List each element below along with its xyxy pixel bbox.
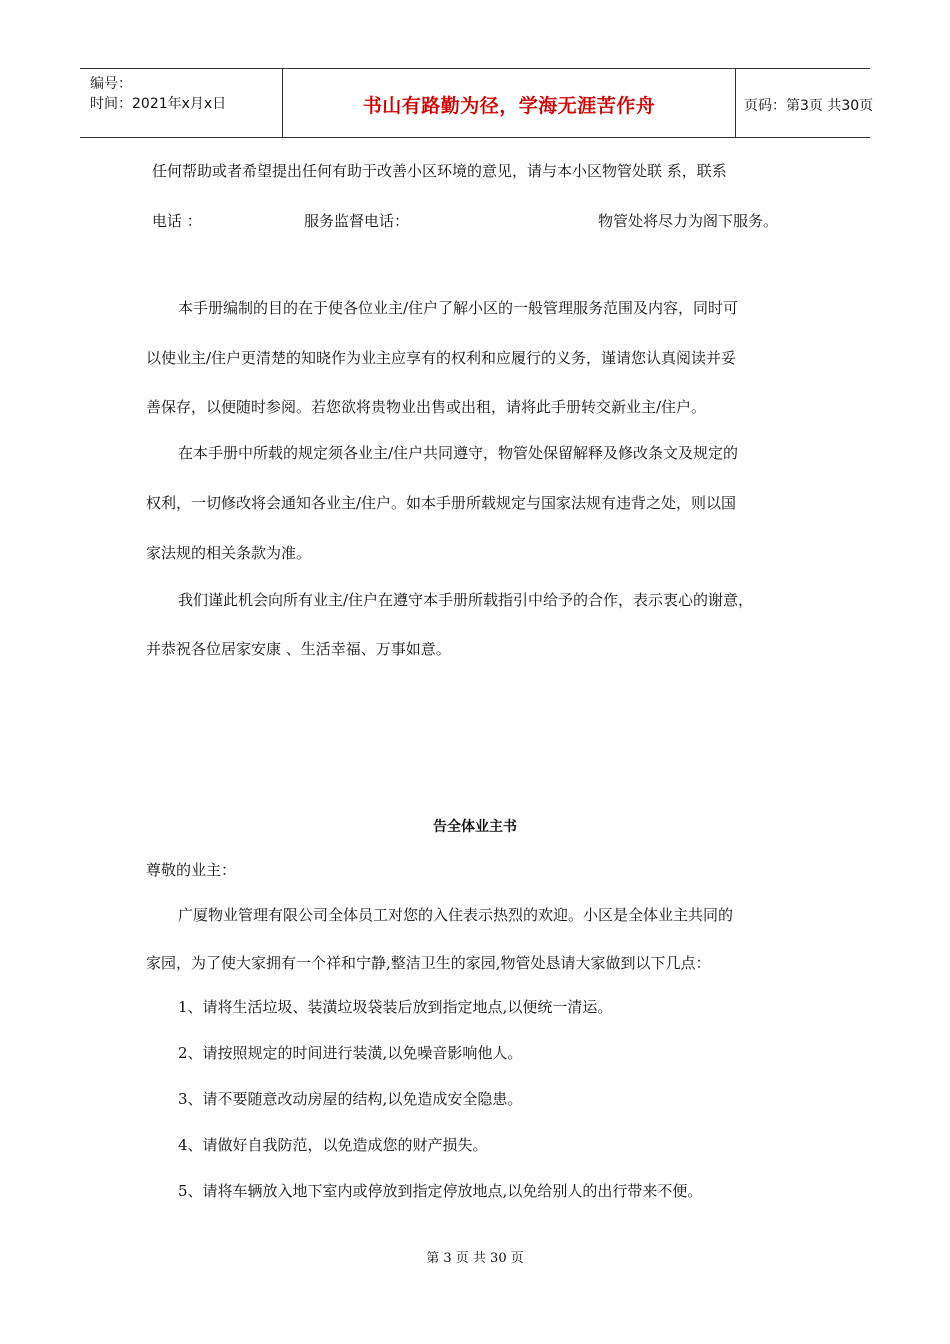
serial-label: 编号： xyxy=(90,76,132,92)
intro-line: 善保存，以便随时参阅。若您欲将贵物业出售或出租，请将此手册转交新业主/住户。 xyxy=(146,398,707,416)
notice-item: 3、请不要随意改动房屋的结构,以免造成安全隐患。 xyxy=(178,1090,523,1108)
notice-item: 1、请将生活垃圾、装潢垃圾袋装后放到指定地点,以便统一清运。 xyxy=(178,998,613,1016)
intro-line: 并恭祝各位居家安康 、生活幸福、万事如意。 xyxy=(146,640,451,658)
header-page-cell xyxy=(735,69,874,137)
notice-title: 告全体业主书 xyxy=(433,819,517,835)
notice-item: 2、请按照规定的时间进行装潢,以免噪音影响他人。 xyxy=(178,1044,523,1062)
notice-item: 5、请将车辆放入地下室内或停放到指定停放地点,以免给别人的出行带来不便。 xyxy=(178,1182,703,1200)
intro-line: 我们谨此机会向所有业主/住户在遵守本手册所载指引中给予的合作，表示衷心的谢意， xyxy=(178,591,754,609)
header-meta-cell xyxy=(80,69,282,137)
contact-line: 任何帮助或者希望提出任何有助于改善小区环境的意见，请与本小区物管处联 系，联系 xyxy=(152,162,727,180)
page-footer: 第 3 页 共 30 页 xyxy=(426,1251,524,1266)
intro-line: 本手册编制的目的在于使各位业主/住户了解小区的一般管理服务范围及内容，同时可 xyxy=(178,299,739,317)
notice-item: 4、请做好自我防范，以免造成您的财产损失。 xyxy=(178,1136,488,1154)
intro-line: 以使业主/住户更清楚的知晓作为业主应享有的权利和应履行的义务，谨请您认真阅读并妥 xyxy=(146,349,737,367)
page-header xyxy=(80,68,874,138)
notice-salutation: 尊敬的业主： xyxy=(146,861,237,879)
notice-body-line: 广厦物业管理有限公司全体员工对您的入住表示热烈的欢迎。小区是全体业主共同的 xyxy=(178,906,734,924)
header-motto-cell xyxy=(282,69,736,137)
phone-label: 电话 ： xyxy=(152,212,202,230)
intro-line: 在本手册中所载的规定须各业主/住户共同遵守，物管处保留解释及修改条文及规定的 xyxy=(178,444,739,462)
intro-line: 权利，一切修改将会通知各业主/住户。如本手册所载规定与国家法规有违背之处，则以国 xyxy=(146,494,737,512)
intro-line: 家法规的相关条款为准。 xyxy=(146,544,312,562)
notice-body-line: 家园，为了使大家拥有一个祥和宁静,整洁卫生的家园,物管处恳请大家做到以下几点： xyxy=(146,954,711,972)
service-note: 物管处将尽力为阁下服务。 xyxy=(598,212,779,230)
time-label: 时间：2021年x月x日 xyxy=(90,96,227,112)
supervision-phone-label: 服务监督电话： xyxy=(304,212,410,230)
header-motto: 书山有路勤为径，学海无涯苦作舟 xyxy=(362,95,656,117)
header-page-info: 页码：第3页 共30页 xyxy=(744,98,874,114)
